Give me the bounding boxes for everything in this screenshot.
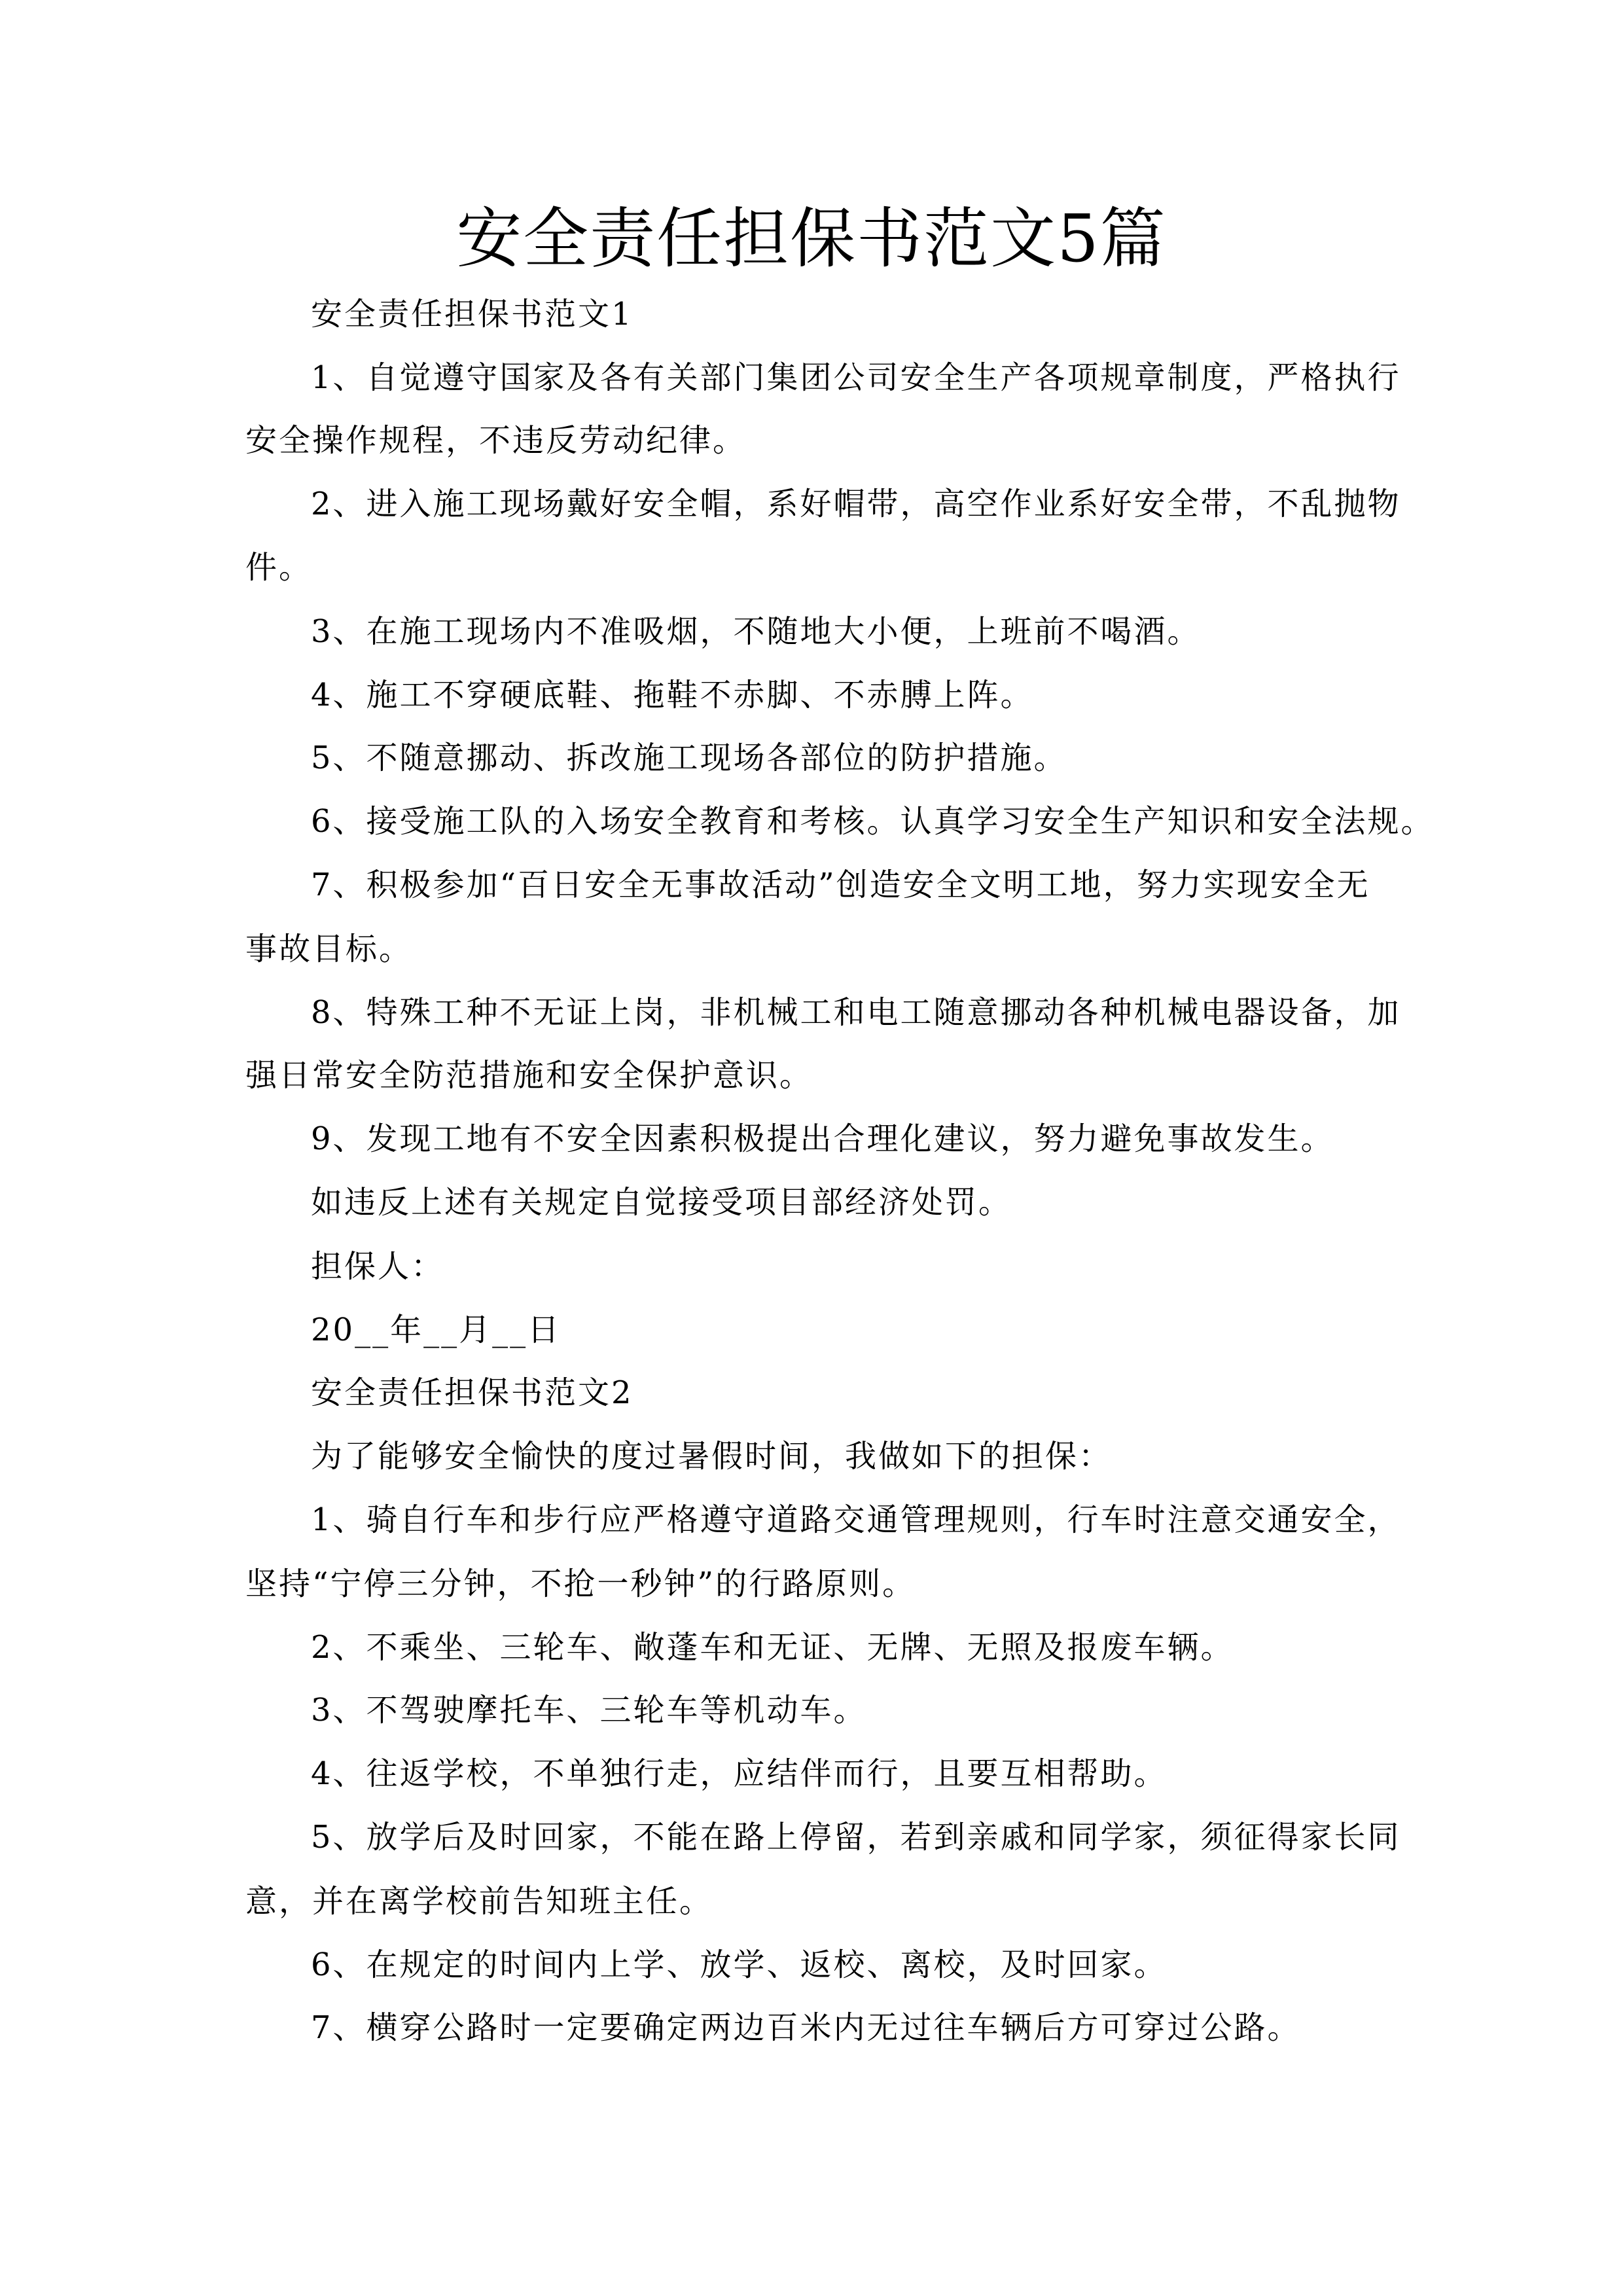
paragraph-line: 4、施工不穿硬底鞋、拖鞋不赤脚、不赤膊上阵。 bbox=[311, 677, 1034, 713]
paragraph-line: 件。 bbox=[245, 549, 313, 586]
paragraph-line: 坚持“宁停三分钟，不抢一秒钟”的行路原则。 bbox=[245, 1566, 916, 1602]
paragraph-line: 7、积极参加“百日安全无事故活动”创造安全文明工地，努力实现安全无 bbox=[311, 867, 1370, 903]
paragraph-line: 6、接受施工队的入场安全教育和考核。认真学习安全生产知识和安全法规。 bbox=[311, 803, 1435, 840]
paragraph-line: 为了能够安全愉快的度过暑假时间，我做如下的担保： bbox=[311, 1438, 1113, 1475]
paragraph-line: 1、骑自行车和步行应严格遵守道路交通管理规则，行车时注意交通安全， bbox=[311, 1501, 1401, 1538]
paragraph-line: 6、在规定的时间内上学、放学、返校、离校，及时回家。 bbox=[311, 1946, 1168, 1983]
paragraph-line: 安全责任担保书范文2 bbox=[311, 1374, 633, 1411]
paragraph-line: 4、往返学校，不单独行走，应结伴而行，且要互相帮助。 bbox=[311, 1755, 1168, 1792]
paragraph-line: 意，并在离学校前告知班主任。 bbox=[245, 1883, 713, 1920]
paragraph-line: 5、放学后及时回家，不能在路上停留，若到亲戚和同学家，须征得家长同 bbox=[311, 1819, 1401, 1856]
paragraph-line: 2、进入施工现场戴好安全帽，系好帽带，高空作业系好安全带，不乱抛物 bbox=[311, 486, 1401, 522]
paragraph-line: 9、发现工地有不安全因素积极提出合理化建议，努力避免事故发生。 bbox=[311, 1121, 1334, 1157]
paragraph-line: 7、横穿公路时一定要确定两边百米内无过往车辆后方可穿过公路。 bbox=[311, 2009, 1301, 2046]
paragraph-line: 1、自觉遵守国家及各有关部门集团公司安全生产各项规章制度，严格执行 bbox=[311, 359, 1401, 396]
paragraph-line: 担保人： bbox=[311, 1248, 445, 1285]
paragraph-line: 5、不随意挪动、拆改施工现场各部位的防护措施。 bbox=[311, 740, 1067, 776]
document-title: 安全责任担保书范文5篇 bbox=[456, 200, 1167, 277]
paragraph-line: 安全操作规程，不违反劳动纪律。 bbox=[245, 422, 747, 459]
paragraph-line: 事故目标。 bbox=[245, 931, 413, 967]
paragraph-line: 3、不驾驶摩托车、三轮车等机动车。 bbox=[311, 1692, 867, 1729]
paragraph-line: 8、特殊工种不无证上岗，非机械工和电工随意挪动各种机械电器设备，加 bbox=[311, 994, 1401, 1031]
paragraph-line: 强日常安全防范措施和安全保护意识。 bbox=[245, 1057, 813, 1094]
paragraph-line: 20__年__月__日 bbox=[311, 1312, 562, 1348]
paragraph-line: 2、不乘坐、三轮车、敞蓬车和无证、无牌、无照及报废车辆。 bbox=[311, 1629, 1234, 1666]
paragraph-line: 3、在施工现场内不准吸烟，不随地大小便，上班前不喝酒。 bbox=[311, 613, 1201, 650]
paragraph-line: 如违反上述有关规定自觉接受项目部经济处罚。 bbox=[311, 1184, 1012, 1221]
paragraph-line: 安全责任担保书范文1 bbox=[311, 296, 633, 332]
